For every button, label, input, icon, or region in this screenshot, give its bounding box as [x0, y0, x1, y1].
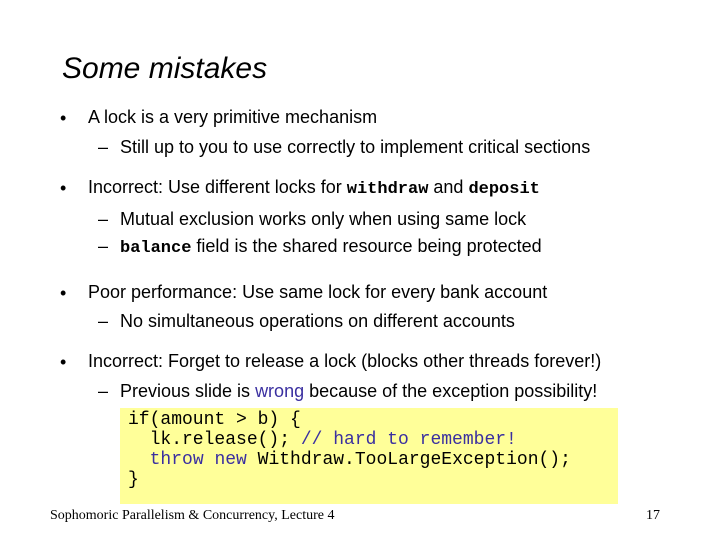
code-line-1: if(amount > b) {: [128, 410, 301, 430]
slide-title: Some mistakes: [62, 52, 268, 85]
bullet-1-sub-1: Still up to you to use correctly to implement critical sections: [120, 137, 591, 157]
dash-marker: –: [98, 236, 109, 256]
keyword-throw: throw: [149, 450, 204, 470]
bullet-marker: •: [60, 108, 67, 128]
bullet-marker: •: [60, 283, 67, 303]
highlight-wrong: wrong: [255, 381, 305, 401]
bullet-2-sub-2-text: field is the shared resource being protected: [191, 236, 542, 256]
code-balance: balance: [120, 239, 192, 258]
code-line-3-space: [204, 450, 215, 470]
bullet-4-sub-before: Previous slide is: [120, 381, 256, 401]
dash-marker: –: [98, 381, 109, 401]
bullet-3-text: Poor performance: Use same lock for every bank account: [88, 282, 548, 302]
dash-marker: –: [98, 137, 109, 157]
bullet-2-text-mid: and: [428, 177, 469, 197]
slide-number: 17: [646, 508, 660, 523]
code-line-4: }: [128, 470, 139, 490]
code-block: [120, 408, 618, 504]
code-line-3: [128, 450, 618, 470]
code-deposit: deposit: [468, 180, 540, 199]
bullet-2-sub-2: [120, 235, 542, 260]
dash-marker: –: [98, 209, 109, 229]
bullet-marker: •: [60, 178, 67, 198]
code-comment: // hard to remember!: [300, 430, 517, 450]
bullet-2-sub-1: Mutual exclusion works only when using same lock: [120, 209, 527, 229]
bullet-1-text: A lock is a very primitive mechanism: [88, 107, 378, 127]
bullet-2-text-before: Incorrect: Use different locks for: [88, 177, 347, 197]
bullet-2-text: [88, 176, 540, 201]
bullet-4-text: Incorrect: Forget to release a lock (blocks other threads forever!): [88, 351, 602, 371]
bullet-3-sub-1: No simultaneous operations on different accounts: [120, 311, 515, 331]
bullet-4-sub-after: because of the exception possibility!: [304, 381, 598, 401]
bullet-4-sub-1: [120, 380, 597, 402]
dash-marker: –: [98, 311, 109, 331]
code-line-2: [128, 430, 618, 450]
code-withdraw: withdraw: [346, 180, 429, 199]
code-line-2-code: lk.release();: [128, 430, 301, 450]
bullet-marker: •: [60, 352, 67, 372]
code-line-3-rest: Withdraw.TooLargeException();: [246, 450, 571, 470]
code-line-3-indent: [128, 450, 150, 470]
footer-course-title: Sophomoric Parallelism & Concurrency, Lecture 4: [50, 508, 335, 523]
keyword-new: new: [214, 450, 247, 470]
